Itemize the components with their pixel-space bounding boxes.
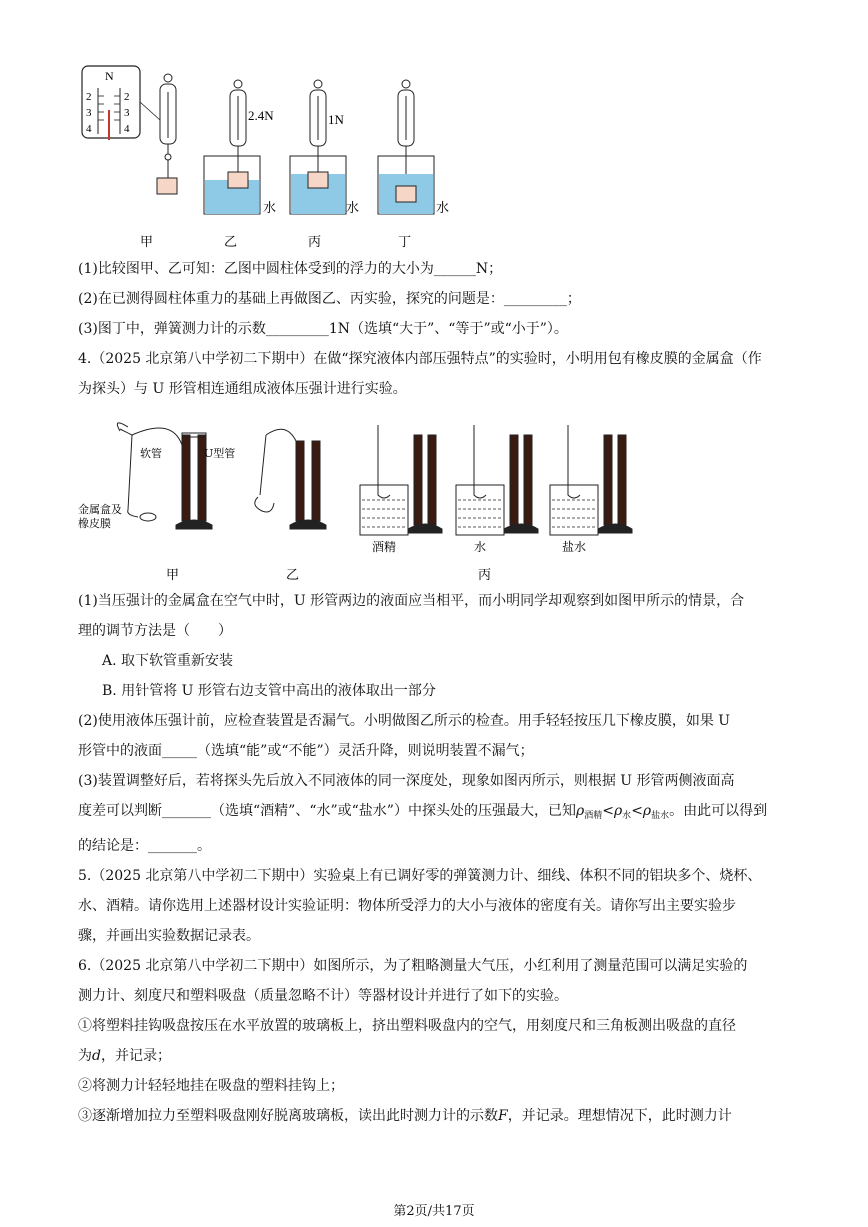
q5-line2: 水、酒精。请你选用上述器材设计实验证明：物体所受浮力的大小与液体的密度有关。请你写出主要实验步 xyxy=(78,898,736,914)
liquid-water: 水 xyxy=(474,540,487,554)
gauge-bing-salt xyxy=(550,425,632,535)
scale-jia xyxy=(157,74,177,194)
pressure-gauge-figure xyxy=(78,405,638,585)
q4-part3-line1: (3)装置调整好后，若将探头先后放入不同液体的同一深度处，现象如图丙所示，则根据 U 形管两侧液面高 xyxy=(78,773,735,789)
q4-stem-line2: 为探头）与 U 形管相连通组成液体压强计进行实验。 xyxy=(78,381,407,397)
q6-step3: ③逐渐增加拉力至塑料吸盘刚好脱离玻璃板，读出此时测力计的示数F，并记录。理想情况下，此时测力计 xyxy=(78,1108,732,1124)
scale-ding xyxy=(378,80,434,214)
gauge-yi xyxy=(255,429,326,529)
svg-text:水: 水 xyxy=(436,201,450,216)
svg-text:4: 4 xyxy=(124,123,130,135)
question-4-parts xyxy=(78,586,793,1131)
svg-text:水: 水 xyxy=(346,201,360,216)
q6-step2: ②将测力计轻轻地挂在吸盘的塑料挂钩上； xyxy=(78,1078,344,1094)
gauge-bing-alcohol xyxy=(360,425,442,535)
caption-yi: 乙 xyxy=(286,568,300,583)
spring-scale-figure xyxy=(78,62,478,252)
reading-yi: 2.4N xyxy=(248,108,274,123)
gauge-bing-water xyxy=(456,425,538,535)
q6-step1-line1: ①将塑料挂钩吸盘按压在水平放置的玻璃板上，挤出塑料吸盘内的空气，用刻度尺和三角板测出吸盘的直径 xyxy=(78,1018,736,1034)
q4-stem-line1: 4.（2025 北京第八中学初二下期中）在做“探究液体内部压强特点”的实验时，小明用包有橡皮膜的金属盒（作 xyxy=(78,351,762,367)
metal-box-label: 金属盒及 xyxy=(78,503,122,516)
caption-bing: 丙 xyxy=(478,568,492,583)
q5-line1: 5.（2025 北京第八中学初二下期中）实验桌上有已调好零的弹簧测力计、细线、体积不同的铝块多个、烧杯、 xyxy=(78,868,762,884)
scale-yi xyxy=(204,80,260,214)
caption-ding: 丁 xyxy=(398,235,412,250)
svg-text:4: 4 xyxy=(86,123,92,135)
q5-line3: 骤，并画出实验数据记录表。 xyxy=(78,928,260,944)
soft-tube-label: 软管 xyxy=(140,447,162,460)
q4-part2-line2: 形管中的液面_____（选填“能”或“不能”）灵活升降，则说明装置不漏气； xyxy=(78,743,534,759)
q4-part3-line3: 的结论是：_______。 xyxy=(78,838,211,854)
q3-part3: (3)图丁中，弹簧测力计的示数_________1N（选填“大于”、“等于”或“小于”）。 xyxy=(78,321,568,337)
caption-bing: 丙 xyxy=(308,235,322,250)
q3-part1: (1)比较图甲、乙可知：乙图中圆柱体受到的浮力的大小为______N； xyxy=(78,261,503,277)
q3-part2: (2)在已测得圆柱体重力的基础上再做图乙、丙实验，探究的问题是：_________； xyxy=(78,291,581,307)
caption-jia: 甲 xyxy=(166,568,180,583)
gauge-jia xyxy=(117,423,212,529)
u-tube-label: U型管 xyxy=(204,447,236,460)
q4-part2-line1: (2)使用液体压强计前，应检查装置是否漏气。小明做图乙所示的检查。用手轻轻按压几下橡皮膜，如果 U xyxy=(78,713,731,729)
page-footer: 第2页/共17页 xyxy=(393,1204,475,1219)
svg-text:3: 3 xyxy=(124,107,130,119)
question-3 xyxy=(78,254,793,404)
svg-text:3: 3 xyxy=(86,107,92,119)
q4-part1-line2: 理的调节方法是（ ） xyxy=(78,623,232,639)
q6-line2: 测力计、刻度尺和塑料吸盘（质量忽略不计）等器材设计并进行了如下的实验。 xyxy=(78,988,568,1004)
svg-text:2: 2 xyxy=(86,91,92,103)
scale-bing xyxy=(290,80,346,214)
water-label: 水 xyxy=(263,201,277,216)
liquid-salt: 盐水 xyxy=(562,540,587,554)
svg-text:2: 2 xyxy=(124,91,130,103)
q4-part3-line2: 度差可以判断_______（选填“酒精”、“水”或“盐水”）中探头处的压强最大，已知$\rho_{酒精}<\rho_水<\rho_{盐水}$。由此可以得到 xyxy=(78,803,768,821)
q4-option-a: A. 取下软管重新安装 xyxy=(102,653,234,669)
q4-part1-line1: (1)当压强计的金属盒在空气中时，U 形管两边的液面应当相平，而小明同学却观察到如图甲所示的情景，合 xyxy=(78,593,745,609)
liquid-alcohol: 酒精 xyxy=(372,540,397,554)
caption-jia: 甲 xyxy=(140,235,154,250)
scale-letter: N xyxy=(105,69,114,83)
reading-bing: 1N xyxy=(328,112,344,127)
q6-line1: 6.（2025 北京第八中学初二下期中）如图所示，为了粗略测量大气压，小红利用了测量范围可以满足实验的 xyxy=(78,958,748,974)
q6-step1-line2: 为d，并记录； xyxy=(78,1048,171,1064)
q4-option-b: B. 用针管将 U 形管右边支管中高出的液体取出一部分 xyxy=(102,683,436,699)
rubber-film-label: 橡皮膜 xyxy=(78,517,111,530)
caption-yi: 乙 xyxy=(224,235,238,250)
